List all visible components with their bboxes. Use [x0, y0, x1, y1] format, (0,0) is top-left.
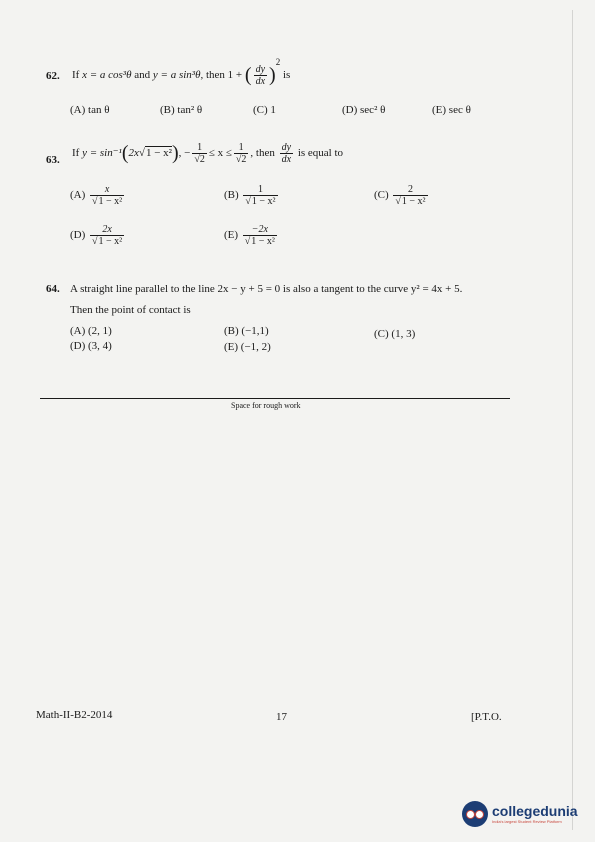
- question-stem: If y = sin⁻¹(2x√1 − x²), − $\frac{1}{√2}$ ≤ x ≤ $\frac{1}{√2}$ , then $\frac{dy}{dx}$ is equal to: [72, 142, 344, 165]
- option-e: (E) (−1, 2): [224, 341, 271, 353]
- option-c: (C) 1: [253, 104, 276, 116]
- option-fraction: [243, 224, 277, 247]
- option-a: [70, 184, 126, 207]
- fraction-denominator: √2: [235, 154, 247, 165]
- sqrt-content: 1 − x²: [251, 196, 276, 207]
- option-b: (B) (−1,1): [224, 325, 269, 337]
- option-label: (C): [374, 189, 389, 202]
- fraction-numerator: 2: [407, 184, 413, 195]
- option-fraction: [243, 184, 277, 207]
- question-number: 63.: [46, 154, 60, 166]
- range-fraction: [192, 142, 207, 165]
- question-stem-line2: Then the point of contact is: [70, 304, 191, 316]
- page-edge: [572, 10, 573, 830]
- stem-text: is equal to: [297, 147, 344, 160]
- close-paren: ): [171, 142, 179, 164]
- stem-text: If: [72, 69, 80, 82]
- fraction-denominator: √1 − x²: [395, 196, 426, 207]
- option-e: [224, 224, 279, 247]
- fraction-numerator: 1: [238, 142, 244, 153]
- fraction-denominator: √1 − x²: [92, 236, 123, 247]
- fraction-denominator: √1 − x²: [244, 236, 275, 247]
- option-a: (A) tan θ: [70, 104, 110, 116]
- option-e: (E) sec θ: [432, 104, 471, 116]
- rough-work-divider: [40, 398, 510, 399]
- fraction-denominator: √1 − x²: [245, 196, 276, 207]
- stem-text: If: [72, 147, 80, 160]
- option-label: (B): [224, 189, 239, 202]
- sqrt-content: 1 − x²: [98, 236, 123, 247]
- question-number: 62.: [46, 70, 60, 82]
- stem-text: is: [282, 69, 291, 82]
- option-fraction: [393, 184, 427, 207]
- option-label: (E): [224, 229, 239, 242]
- derivative-fraction: [254, 64, 267, 87]
- fraction-denominator: √1 − x²: [92, 196, 123, 207]
- range-sign: −: [184, 147, 191, 160]
- option-d: (D) sec² θ: [342, 104, 386, 116]
- range-text: ≤ x ≤: [208, 147, 232, 160]
- close-paren: ): [269, 64, 276, 86]
- stem-x-expr: x = a cos³θ: [82, 69, 132, 82]
- fraction-numerator: x: [104, 184, 110, 195]
- option-b: [224, 184, 280, 207]
- option-label: (D): [70, 229, 86, 242]
- option-d: [70, 224, 126, 247]
- open-paren: (: [121, 142, 129, 164]
- paper-code: Math-II-B2-2014: [36, 709, 113, 721]
- collegedunia-watermark: [462, 796, 590, 832]
- open-paren: (: [244, 64, 252, 86]
- option-fraction: [90, 184, 124, 207]
- owl-logo-icon: [462, 801, 488, 827]
- exponent: 2: [275, 57, 281, 68]
- brand-name: collegedunia: [492, 802, 578, 819]
- stem-text: , then: [250, 147, 275, 160]
- brand-text: [492, 804, 578, 825]
- brand-tagline: India's largest Student Review Platform: [492, 818, 562, 824]
- stem-text: then 1 +: [205, 69, 243, 82]
- page-number: 17: [276, 711, 287, 723]
- derivative-fraction: [280, 142, 293, 165]
- range-fraction: [234, 142, 249, 165]
- question-stem-line1: A straight line parallel to the line 2x − y + 5 = 0 is also a tangent to the curve y² = 4x + 5.: [70, 283, 463, 295]
- fraction-numerator: 2x: [102, 224, 112, 235]
- fraction-numerator: −2x: [251, 224, 268, 235]
- fraction-numerator: dy: [255, 64, 266, 75]
- fraction-numerator: 1: [197, 142, 203, 153]
- stem-text: and: [134, 69, 151, 82]
- question-number: 64.: [46, 283, 60, 295]
- sqrt-content: 1 − x²: [401, 196, 426, 207]
- option-c: (C) (1, 3): [374, 328, 416, 340]
- option-c: [374, 184, 430, 207]
- option-a: (A) (2, 1): [70, 325, 112, 337]
- option-label: (A): [70, 189, 86, 202]
- fraction-denominator: dx: [255, 76, 266, 87]
- stem-expr: y = sin⁻¹: [82, 147, 122, 160]
- question-stem: [72, 57, 291, 87]
- sqrt-content: 1 − x²: [251, 236, 275, 247]
- fraction-denominator: dx: [281, 154, 292, 165]
- rough-work-label: Space for rough work: [231, 401, 301, 410]
- option-d: (D) (3, 4): [70, 340, 112, 352]
- stem-sqrt: 1 − x²: [145, 147, 172, 160]
- sqrt-content: 1 − x²: [98, 196, 123, 207]
- option-fraction: [90, 224, 124, 247]
- fraction-denominator: √2: [194, 154, 205, 165]
- stem-text: ,: [178, 147, 182, 160]
- stem-inner: 2x: [128, 147, 139, 160]
- fraction-numerator: 1: [257, 184, 263, 195]
- stem-y-expr: y = a sin³θ,: [152, 69, 204, 82]
- fraction-numerator: dy: [281, 142, 292, 153]
- pto-label: [P.T.O.: [471, 711, 502, 723]
- option-b: (B) tan² θ: [160, 104, 203, 116]
